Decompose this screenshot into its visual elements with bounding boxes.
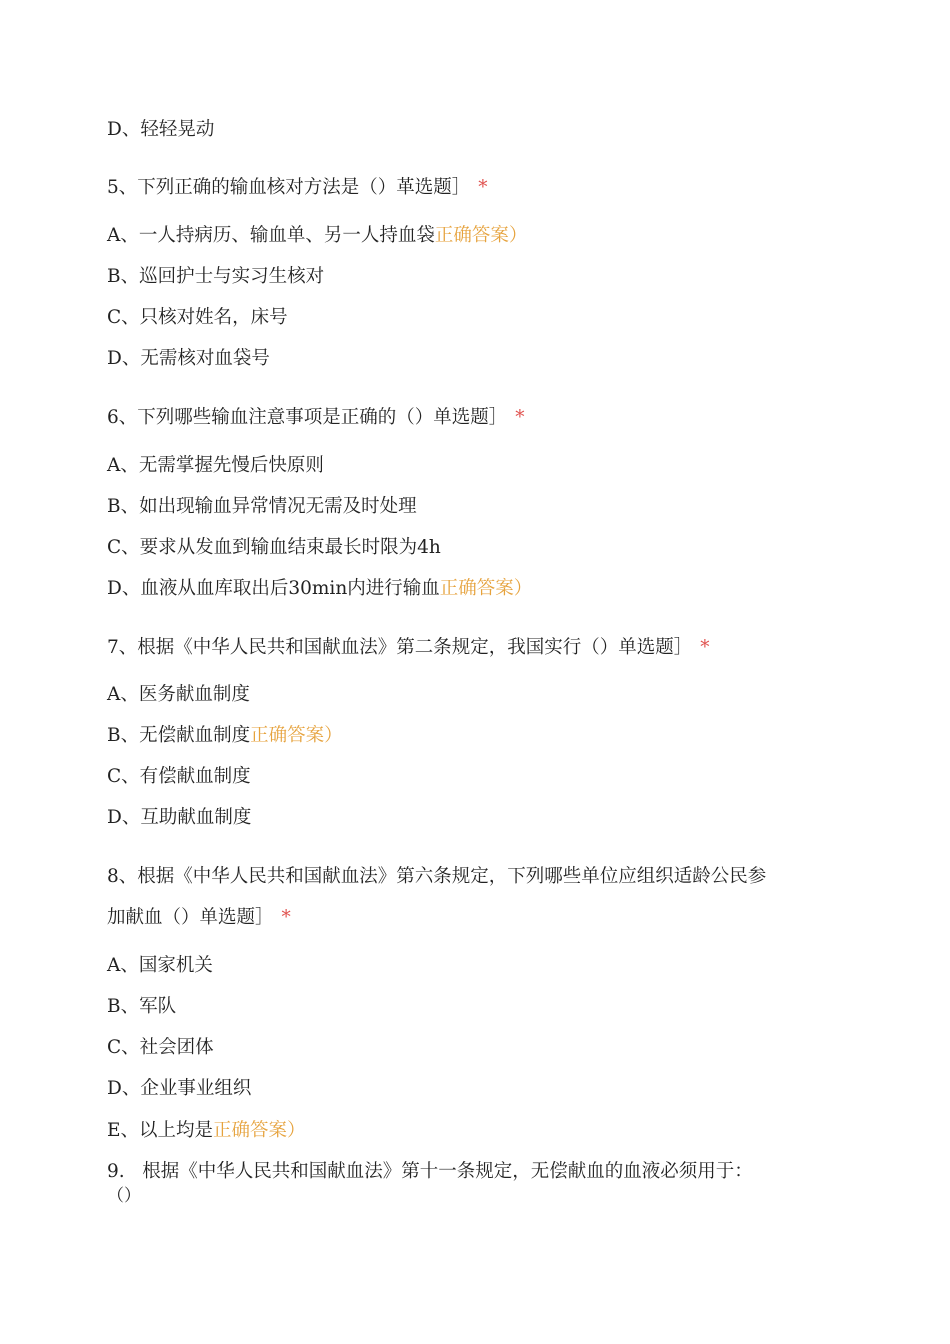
- q4-option-d: D、轻轻晃动: [107, 119, 215, 140]
- q6-stem: 6、下列哪些输血注意事项是正确的（）单选题］ *: [107, 407, 525, 428]
- correct-answer-label: 正确答案）: [439, 578, 533, 599]
- q8-option-e: E、以上均是正确答案）: [107, 1120, 306, 1141]
- q7-option-d: D、互助献血制度: [107, 807, 252, 828]
- q5-stem: 5、下列正确的输血核对方法是（）革选题］ *: [107, 177, 488, 198]
- q7-option-a: A、医务献血制度: [107, 684, 250, 705]
- q8-option-b: B、军队: [107, 996, 177, 1017]
- q7-option-c: C、有偿献血制度: [107, 766, 251, 787]
- q8-stem-line-2: 加献血（）单选题］ *: [107, 907, 291, 928]
- q6-option-b: B、如出现输血异常情况无需及时处理: [107, 496, 417, 517]
- q8-stem-line-1: 8、根据《中华人民共和国献血法》第六条规定，下列哪些单位应组织适龄公民参: [107, 866, 767, 887]
- correct-answer-label: 正确答案）: [434, 225, 528, 246]
- q5-option-b: B、巡回护士与实习生核对: [107, 266, 325, 287]
- q6-option-d: D、血液从血库取出后30min内进行输血正确答案）: [107, 578, 533, 599]
- q8-option-d: D、企业事业组织: [107, 1078, 252, 1099]
- q5-option-a: A、一人持病历、输血单、另一人持血袋正确答案）: [107, 225, 528, 246]
- required-asterisk: *: [515, 407, 525, 428]
- q9-stem-line-2: （）: [107, 1186, 141, 1206]
- q7-option-b: B、无偿献血制度正确答案）: [107, 725, 343, 746]
- correct-answer-label: 正确答案）: [250, 725, 343, 746]
- q5-option-d: D、无需核对血袋号: [107, 348, 270, 369]
- required-asterisk: *: [478, 177, 488, 198]
- q5-option-c: C、只核对姓名，床号: [107, 307, 288, 328]
- correct-answer-label: 正确答案）: [213, 1120, 306, 1141]
- q7-stem: 7、根据《中华人民共和国献血法》第二条规定，我国实行（）单选题］ *: [107, 637, 710, 658]
- required-asterisk: *: [281, 907, 291, 928]
- required-asterisk: *: [700, 637, 710, 658]
- q6-option-a: A、无需掌握先慢后快原则: [107, 455, 324, 476]
- q8-option-a: A、国家机关: [107, 955, 213, 976]
- q6-option-c: C、要求从发血到输血结束最长时限为4h: [107, 537, 441, 558]
- q9-stem-line-1: 9. 根据《中华人民共和国献血法》第十一条规定，无偿献血的血液必须用于：: [107, 1161, 753, 1182]
- q8-option-c: C、社会团体: [107, 1037, 214, 1058]
